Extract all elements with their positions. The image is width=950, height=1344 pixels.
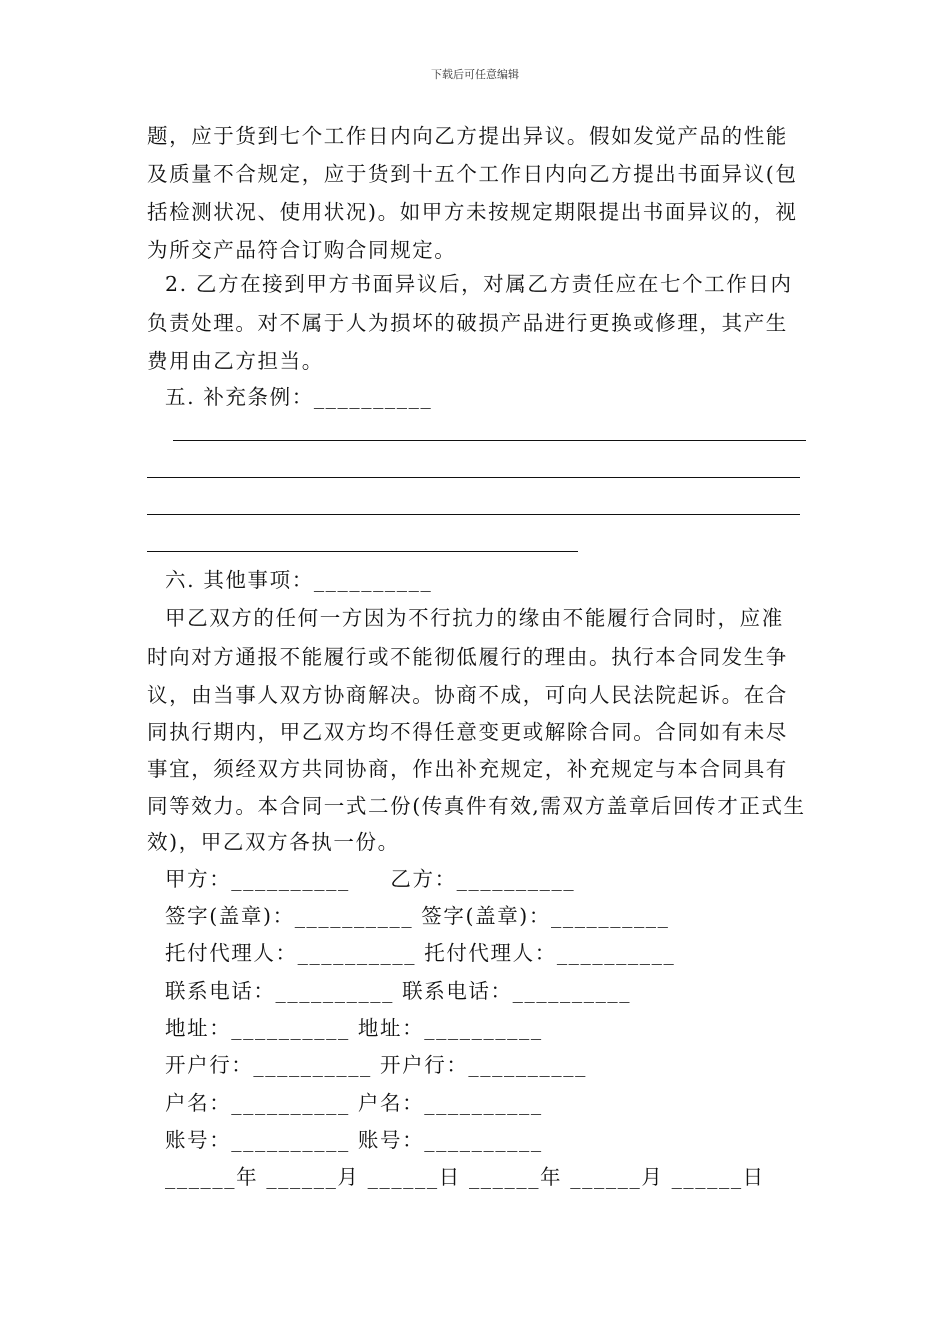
section-six-heading: 六. 其他事项：__________: [165, 568, 433, 592]
signature-date-line: ______年 ______月 ______日 ______年 ______月 ______日: [165, 1165, 765, 1189]
body-line: 为所交产品符合订购合同规定。: [147, 238, 457, 262]
body-line: 效)，甲乙双方各执一份。: [147, 830, 400, 854]
body-line: 甲乙双方的任何一方因为不行抗力的缘由不能履行合同时，应准: [165, 606, 784, 630]
body-line: 议，由当事人双方协商解决。协商不成，可向人民法院起诉。在合: [147, 683, 788, 707]
body-line: 括检测状况、使用状况)。如甲方未按规定期限提出书面异议的，视: [147, 200, 798, 224]
body-line: 题，应于货到七个工作日内向乙方提出异议。假如发觉产品的性能: [147, 124, 788, 148]
signature-seal-line: 签字(盖章)：__________ 签字(盖章)：__________: [165, 904, 670, 928]
signature-party-line: 甲方：__________ 乙方：__________: [165, 867, 576, 891]
body-line: 同执行期内，甲乙双方均不得任意变更或解除合同。合同如有未尽: [147, 720, 788, 744]
body-line: 费用由乙方担当。: [147, 349, 324, 373]
page-header-note: 下载后可任意编辑: [431, 68, 519, 81]
signature-address-line: 地址：__________ 地址：__________: [165, 1016, 543, 1040]
signature-agent-line: 托付代理人：__________ 托付代理人：__________: [165, 941, 676, 965]
signature-account-name-line: 户名：__________ 户名：__________: [165, 1091, 543, 1115]
body-line: 同等效力。本合同一式二份(传真件有效,需双方盖章后回传才正式生: [147, 794, 806, 818]
blank-fill-line: [173, 440, 806, 441]
blank-fill-line: [147, 551, 578, 552]
signature-phone-line: 联系电话：__________ 联系电话：__________: [165, 979, 632, 1003]
blank-fill-line: [147, 514, 800, 515]
signature-bank-line: 开户行：__________ 开户行：__________: [165, 1053, 587, 1077]
body-line: 时向对方通报不能履行或不能彻低履行的理由。执行本合同发生争: [147, 645, 788, 669]
body-line: 事宜，须经双方共同协商，作出补充规定，补充规定与本合同具有: [147, 757, 788, 781]
body-line: 2. 乙方在接到甲方书面异议后，对属乙方责任应在七个工作日内: [165, 272, 793, 296]
blank-fill-line: [147, 477, 800, 478]
body-line: 负责处理。对不属于人为损坏的破损产品进行更换或修理，其产生: [147, 311, 788, 335]
signature-account-number-line: 账号：__________ 账号：__________: [165, 1128, 543, 1152]
body-line: 及质量不合规定，应于货到十五个工作日内向乙方提出书面异议(包: [147, 162, 798, 186]
section-five-heading: 五. 补充条例：__________: [165, 385, 433, 409]
